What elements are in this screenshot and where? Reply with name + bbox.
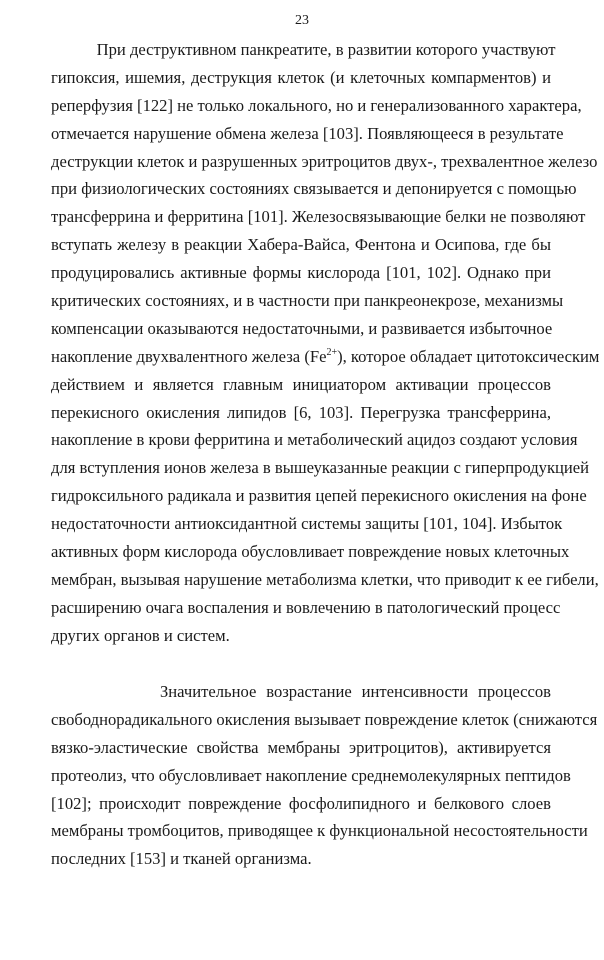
- text-line: недостаточности антиоксидантной системы защиты [101, 104]. Избыток: [51, 514, 563, 534]
- text-line: гипоксия, ишемия, деструкция клеток (и клеточных компарментов) и: [51, 67, 551, 87]
- page-number: 23: [295, 13, 309, 28]
- text-line: трансферрина и ферритина [101]. Железосвязывающие белки не позволяют: [51, 207, 586, 227]
- text-line: других органов и систем.: [51, 625, 230, 645]
- text-line: Значительное возрастание интенсивности процессов: [51, 682, 551, 701]
- text-line: [102]; происходит повреждение фосфолипидного и белкового слоев: [51, 793, 551, 813]
- text-line: гидроксильного радикала и развития цепей перекисного окисления на фоне: [51, 486, 587, 506]
- text-line-with-superscript: [51, 343, 600, 371]
- line-text-continued: ), которое обладает цитотоксическим: [337, 346, 600, 366]
- text-line: деструкции клеток и разрушенных эритроцитов двух-, трехвалентное железо: [51, 151, 598, 171]
- text-line: накопление в крови ферритина и метаболический ацидоз создают условия: [51, 430, 578, 450]
- text-line: расширению очага воспаления и вовлечению в патологический процесс: [51, 597, 561, 617]
- text-line: вступать железу в реакции Хабера-Вайса, Фентона и Осипова, где бы: [51, 235, 551, 255]
- text-line: компенсации оказываются недостаточными, и развивается избыточное: [51, 318, 553, 338]
- text-line: свободнорадикального окисления вызывает повреждение клеток (снижаются: [51, 709, 598, 729]
- text-line: последних [153] и тканей организма.: [51, 849, 312, 869]
- text-line: активных форм кислорода обусловливает повреждение новых клеточных: [51, 542, 570, 562]
- text-line: перекисного окисления липидов [6, 103]. Перегрузка трансферрина,: [51, 402, 551, 422]
- text-line: действием и является главным инициатором активации процессов: [51, 374, 551, 394]
- text-line: мембраны тромбоцитов, приводящее к функциональной несостоятельности: [51, 821, 588, 841]
- text-line: реперфузия [122] не только локального, но и генерализованного характера,: [51, 95, 582, 115]
- text-line: критических состояниях, и в частности при панкреонекрозе, механизмы: [51, 291, 564, 311]
- line-text: накопление двухвалентного железа (Fe: [51, 346, 327, 366]
- text-line: продуцировались активные формы кислорода [101, 102]. Однако при: [51, 263, 551, 283]
- text-line: При деструктивном панкреатите, в развитии которого участвуют: [51, 40, 556, 59]
- text-line: отмечается нарушение обмена железа [103]. Появляющееся в результате: [51, 123, 564, 143]
- text-line: для вступления ионов железа в вышеуказанные реакции с гиперпродукцией: [51, 458, 590, 478]
- text-line: при физиологических состояниях связывается и депонируется с помощью: [51, 179, 577, 199]
- superscript-charge: 2+: [326, 346, 338, 358]
- paragraph-2: [51, 678, 598, 873]
- text-line: вязко-эластические свойства мембраны эритроцитов), активируется: [51, 737, 551, 757]
- text-line: протеолиз, что обусловливает накопление среднемолекулярных пептидов: [51, 765, 571, 785]
- text-line: мембран, вызывая нарушение метаболизма клетки, что приводит к ее гибели,: [51, 569, 599, 589]
- paragraph-1: [51, 36, 600, 650]
